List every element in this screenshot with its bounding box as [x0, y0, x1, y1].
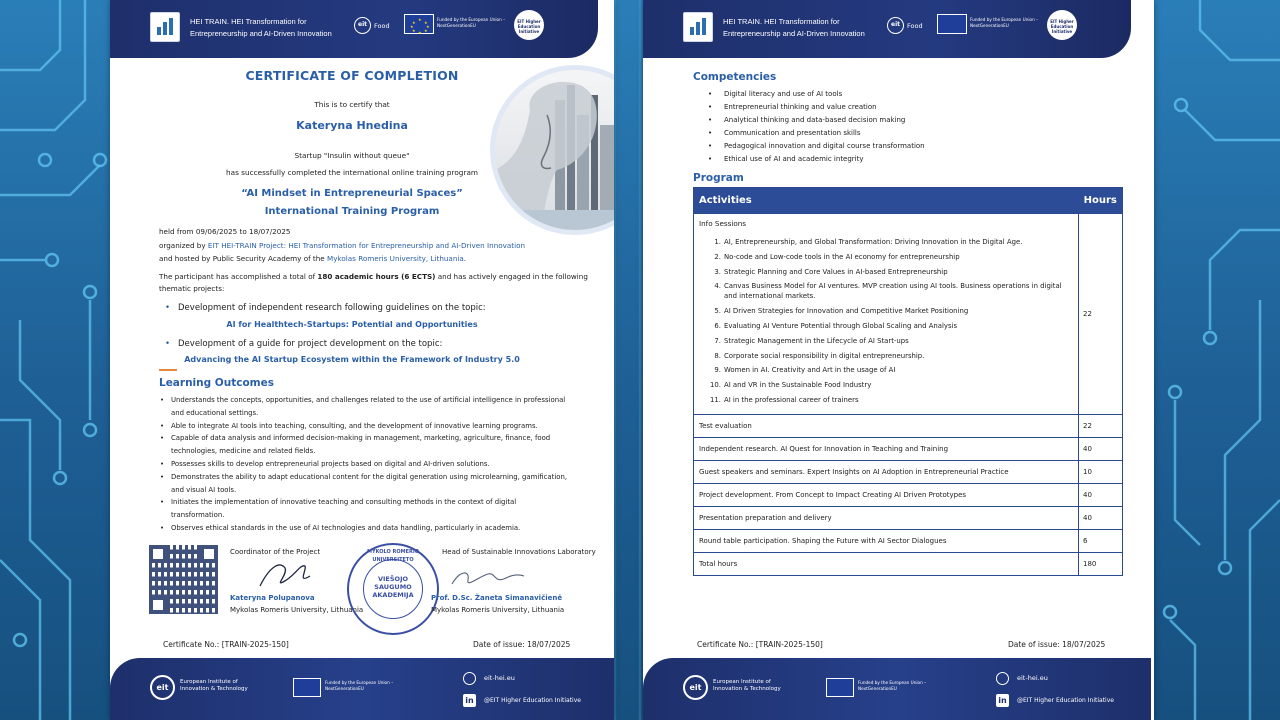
globe-icon	[463, 672, 476, 685]
activity-cell: Independent research. AI Quest for Innovation in Teaching and Training	[694, 437, 1079, 460]
program-subtitle: International Training Program	[264, 206, 440, 217]
info-sessions-hours: 22	[1079, 214, 1123, 415]
eit-name: European Institute of Innovation & Technology	[713, 679, 781, 692]
startup-text: Startup "Insulin without queue"	[294, 151, 410, 160]
eu-funded-text: Funded by the European Union – NextGenerationEU	[325, 680, 394, 691]
table-row	[694, 460, 1123, 483]
recipient-name: Kateryna Hnedina	[296, 119, 408, 132]
competency-item: • Digital literacy and use of AI tools	[703, 88, 925, 101]
qr-code[interactable]	[149, 545, 218, 614]
list-item: 3. Strategic Planning and Core Values in AI-based Entrepreneurship	[714, 267, 948, 276]
eit-logo: eit	[683, 675, 708, 700]
table-row	[694, 437, 1123, 460]
coordinator-label: Coordinator of the Project	[230, 548, 321, 556]
certify-text: This is to certify that	[314, 100, 390, 109]
outcome-item-cont: and visual AI tools.	[171, 485, 237, 494]
info-sessions-cell	[694, 214, 1079, 415]
certificate-page	[110, 0, 614, 720]
competency-item: • Ethical use of AI and academic integrity	[703, 153, 925, 166]
eit-logo: eit	[150, 675, 175, 700]
hours-statement: The participant has accomplished a total of 180 academic hours (6 ECTS) and has actively engaged in the following	[159, 272, 588, 281]
program-footer	[643, 658, 1151, 720]
competencies-list	[703, 88, 925, 167]
eit-food-logo: eit	[354, 17, 371, 34]
header-title: HEI TRAIN. HEI Transformation for Entrepreneurship and AI-Driven Innovation	[723, 17, 865, 38]
competency-item: • Analytical thinking and data-based decision making	[703, 114, 925, 127]
list-item: 7. Strategic Management in the Lifecycle of AI Start-ups	[714, 336, 909, 345]
eu-funded-text: Funded by the European Union – NextGenerationEU	[858, 680, 927, 691]
list-item: 1. AI, Entrepreneurship, and Global Transformation: Driving Innovation in the Digital Age.	[714, 238, 1023, 246]
globe-icon	[996, 672, 1009, 685]
head-signature-icon	[448, 562, 528, 594]
outcome-item: • Understands the concepts, opportunities, and challenges related to the use of artificial intelligence in professional	[159, 394, 579, 407]
linkedin-icon: in	[996, 694, 1009, 707]
linkedin-icon: in	[463, 694, 476, 707]
website-link[interactable]: eit-hei.eu	[1017, 674, 1048, 682]
hei-train-logo	[683, 12, 713, 42]
hours-cell: 40	[1079, 506, 1123, 529]
linkedin-link[interactable]: @EIT Higher Education Initiative	[1017, 697, 1114, 704]
organized-by: organized by EIT HEI-TRAIN Project: HEI Transformation for Entrepreneurship and AI-Driven Innovation	[159, 241, 526, 250]
eu-flag-icon	[937, 14, 967, 34]
competency-item: • Communication and presentation skills	[703, 127, 925, 140]
head-name: Prof. D.Sc. Žaneta Simanavičienė	[431, 594, 563, 602]
coordinator-org: Mykolas Romeris University, Lithuania	[230, 606, 364, 614]
eu-funded-text: Funded by the European Union – NextGenerationEU	[970, 17, 1039, 28]
coordinator-signature-icon	[255, 556, 315, 594]
linkedin-link[interactable]: @EIT Higher Education Initiative	[484, 697, 581, 704]
table-header-row	[694, 188, 1123, 214]
table-row	[694, 529, 1123, 552]
eit-name: European Institute of Innovation & Technology	[180, 679, 248, 692]
total-hours: 180	[1079, 552, 1123, 575]
learning-outcomes-title: Learning Outcomes	[159, 377, 274, 389]
head-org: Mykolas Romeris University, Lithuania	[431, 606, 565, 614]
eu-funded-text: Funded by the European Union – NextGenerationEU	[437, 17, 506, 28]
outcome-item: • Possesses skills to develop entrepreneurial projects based on digital and AI-driven solutions.	[159, 458, 579, 471]
activity-cell: Test evaluation	[694, 414, 1079, 437]
list-item: 5. AI Driven Strategies for Innovation and Competitive Market Positioning	[714, 307, 969, 316]
outcome-item-cont: transformation.	[171, 511, 225, 520]
coordinator-name: Kateryna Polupanova	[230, 594, 315, 602]
info-sessions-list	[699, 237, 1078, 414]
certificate-number: Certificate No.: [TRAIN-2025-150]	[163, 640, 289, 649]
hei-initiative-logo: EIT Higher Education Initiative	[514, 10, 544, 40]
list-item: 11. AI in the professional career of trainers	[710, 395, 859, 404]
eu-flag-icon	[293, 678, 321, 697]
hours-cell: 40	[1079, 437, 1123, 460]
activity-cell: Presentation preparation and delivery	[694, 506, 1079, 529]
list-item: 2. No-code and Low-code tools in the AI economy for entrepreneurship	[714, 252, 960, 261]
outcome-item: • Capable of data analysis and informed decision-making in management, marketing, agriculture, finance, food	[159, 432, 579, 445]
table-row	[694, 506, 1123, 529]
outcome-item: • Demonstrates the ability to adapt educational content for the digital generation using microlearning, gamification,	[159, 471, 579, 484]
outcome-item: • Initiates the implementation of innovative teaching and consulting methods in the context of digital	[159, 496, 579, 509]
program-name: “AI Mindset in Entrepreneurial Spaces”	[241, 188, 463, 199]
website-link[interactable]: eit-hei.eu	[484, 674, 515, 682]
eit-food-label: Food	[907, 22, 923, 30]
mru-link[interactable]: Mykolas Romeris University, Lithuania	[327, 254, 464, 263]
list-item: 9. Women in AI. Creativity and Art in the usage of AI	[714, 366, 896, 375]
hours-cell: 22	[1079, 414, 1123, 437]
section-divider	[159, 369, 177, 371]
university-stamp: VIEŠOJO SAUGUMO AKADEMIJA MYKOLO ROMERIO UNIVERSITETO	[347, 543, 439, 635]
competency-item: • Entrepreneurial thinking and value creation	[703, 101, 925, 114]
project-2-topic: Advancing the AI Startup Ecosystem within the Framework of Industry 5.0	[184, 355, 520, 364]
col-activities: Activities	[694, 188, 1079, 214]
date-of-issue: Date of issue: 18/07/2025	[473, 640, 571, 649]
program-table	[693, 187, 1123, 576]
eu-flag-icon: ★ ★ ★ ★ ★ ★ ★ ★	[404, 14, 434, 34]
program-title: Program	[693, 172, 744, 184]
total-row	[694, 552, 1123, 575]
list-item: 8. Corporate social responsibility in digital entrepreneurship.	[714, 351, 925, 360]
outcome-item-cont: and educational settings.	[171, 408, 259, 417]
table-row	[694, 214, 1123, 415]
outcome-item-cont: technologies, medicine and related fields.	[171, 447, 316, 456]
project-1-topic: AI for Healthtech-Startups: Potential and Opportunities	[226, 320, 478, 329]
activity-cell: Round table participation. Shaping the Future with AI Sector Dialogues	[694, 529, 1079, 552]
held-dates: held from 09/06/2025 to 18/07/2025	[159, 227, 291, 236]
outcome-item: • Able to integrate AI tools into teaching, consulting, and the development of innovative learning programs.	[159, 420, 579, 433]
list-item: 4. Canvas Business Model for AI ventures. MVP creation using AI tools. Business operations in digital and international markets.	[714, 282, 1062, 301]
hours-cell: 40	[1079, 483, 1123, 506]
program-page	[643, 0, 1154, 720]
date-of-issue: Date of issue: 18/07/2025	[1008, 640, 1106, 649]
outcome-item: • Observes ethical standards in the use of AI technologies and data handling, particularly in academia.	[159, 522, 579, 535]
hours-cell: 10	[1079, 460, 1123, 483]
competency-item: • Pedagogical innovation and digital course transformation	[703, 140, 925, 153]
list-item: 6. Evaluating AI Venture Potential through Global Scaling and Analysis	[714, 321, 958, 330]
eit-food-logo: eit	[887, 17, 904, 34]
hei-train-logo	[150, 12, 180, 42]
eu-flag-icon	[826, 678, 854, 697]
table-row	[694, 483, 1123, 506]
activity-cell: Project development. From Concept to Impact Creating AI Driven Prototypes	[694, 483, 1079, 506]
certificate-footer	[110, 658, 614, 720]
hosted-by: and hosted by Public Security Academy of the Mykolas Romeris University, Lithuania.	[159, 254, 467, 263]
header-title: HEI TRAIN. HEI Transformation for Entrepreneurship and AI-Driven Innovation	[190, 17, 332, 38]
activity-cell: Guest speakers and seminars. Expert Insights on AI Adoption in Entrepreneurial Practice	[694, 460, 1079, 483]
eit-hei-train-link[interactable]: EIT HEI-TRAIN Project: HEI Transformation for Entrepreneurship and AI-Driven Innovation	[207, 241, 526, 250]
head-label: Head of Sustainable Innovations Laboratory	[442, 548, 596, 556]
certificate-number: Certificate No.: [TRAIN-2025-150]	[697, 640, 823, 649]
info-sessions-title: Info Sessions	[699, 219, 747, 228]
learning-outcomes-list	[159, 394, 579, 535]
project-1-intro: • Development of independent research following guidelines on the topic:	[165, 303, 486, 313]
certificate-title: CERTIFICATE OF COMPLETION	[245, 68, 459, 83]
hours-statement-cont: thematic projects:	[159, 284, 225, 293]
project-2-intro: • Development of a guide for project development on the topic:	[165, 339, 443, 349]
table-row	[694, 414, 1123, 437]
list-item: 10. AI and VR in the Sustainable Food Industry	[710, 381, 872, 390]
program-header	[643, 0, 1131, 58]
eit-food-label: Food	[374, 22, 390, 30]
col-hours: Hours	[1079, 188, 1123, 214]
total-label: Total hours	[694, 552, 1079, 575]
competencies-title: Competencies	[693, 71, 777, 83]
completed-text: has successfully completed the international online training program	[225, 168, 479, 177]
certificate-header	[110, 0, 598, 58]
hours-cell: 6	[1079, 529, 1123, 552]
hei-initiative-logo: EIT Higher Education Initiative	[1047, 10, 1077, 40]
